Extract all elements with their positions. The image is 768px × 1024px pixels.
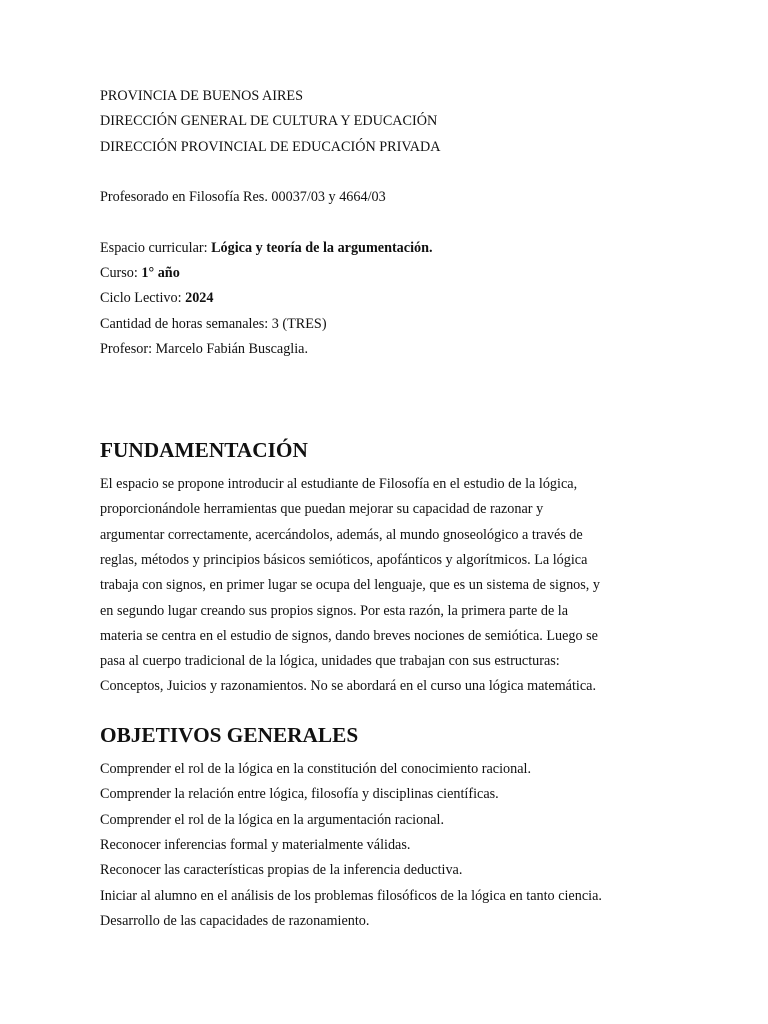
horas-semanales: Cantidad de horas semanales: 3 (TRES) [100,315,327,332]
header-province: PROVINCIA DE BUENOS AIRES [100,88,303,104]
objetivos-list [100,757,720,934]
institution-header [100,84,720,160]
fundamentacion-paragraph [100,472,720,700]
list-item: Desarrollo de las capacidades de razonamiento. [100,912,370,929]
paragraph-line: proporcionándole herramientas que puedan mejorar su capacidad de razonar y [100,501,544,518]
paragraph-line: reglas, métodos y principios básicos semióticos, apofánticos y algorítmicos. La lógica [100,551,588,568]
paragraph-line: El espacio se propone introducir al estudiante de Filosofía en el estudio de la lógica, [100,476,578,493]
paragraph-line: argumentar correctamente, acercándolos, además, al mundo gnoseológico a través de [100,526,583,543]
profesor: Profesor: Marcelo Fabián Buscaglia. [100,341,309,358]
paragraph-line: Conceptos, Juicios y razonamientos. No se abordará en el curso una lógica matemática. [100,678,597,695]
curso [100,261,720,286]
curso-value: 1° año [141,265,180,282]
course-info [100,236,720,363]
document-page [100,84,720,957]
list-item: Iniciar al alumno en el análisis de los problemas filosóficos de la lógica en tanto ciencia. [100,887,602,904]
list-item: Comprender la relación entre lógica, filosofía y disciplinas científicas. [100,786,499,803]
espacio-curricular [100,236,720,261]
curso-label: Curso: [100,265,142,282]
ciclo-label: Ciclo Lectivo: [100,290,186,307]
profesorado-block [100,185,720,210]
list-item: Reconocer inferencias formal y materialmente válidas. [100,837,411,854]
header-provincial-direction: DIRECCIÓN PROVINCIAL DE EDUCACIÓN PRIVADA [100,138,441,155]
list-item: Comprender el rol de la lógica en la argumentación racional. [100,811,445,828]
objetivos-title: OBJETIVOS GENERALES [100,722,359,747]
paragraph-line: en segundo lugar creando sus propios signos. Por esta razón, la primera parte de la [100,602,569,619]
espacio-label: Espacio curricular: [100,239,212,256]
fundamentacion-title: FUNDAMENTACIÓN [100,437,308,462]
list-item: Reconocer las características propias de la inferencia deductiva. [100,862,463,879]
list-item: Comprender el rol de la lógica en la constitución del conocimiento racional. [100,761,531,778]
profesorado-line: Profesorado en Filosofía Res. 00037/03 y 4664/03 [100,189,386,206]
header-general-direction: DIRECCIÓN GENERAL DE CULTURA Y EDUCACIÓN [100,113,438,130]
paragraph-line: materia se centra en el estudio de signos, dando breves nociones de semiótica. Luego se [100,627,598,644]
paragraph-line: trabaja con signos, en primer lugar se ocupa del lenguaje, que es un sistema de signos, y [100,577,600,594]
ciclo-lectivo [100,286,720,311]
paragraph-line: pasa al cuerpo tradicional de la lógica, unidades que trabajan con sus estructuras: [100,653,560,670]
ciclo-value: 2024 [185,290,214,307]
espacio-value: Lógica y teoría de la argumentación. [211,239,433,256]
